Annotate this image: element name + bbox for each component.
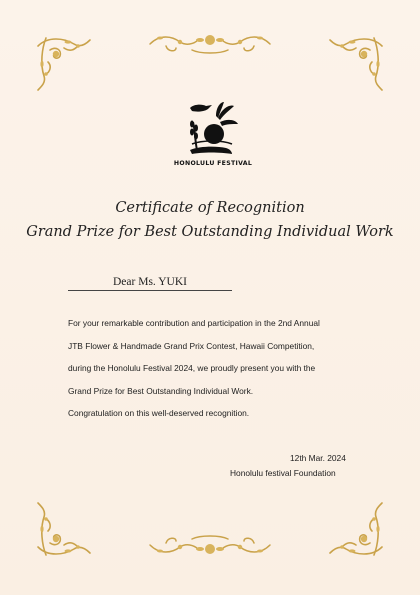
recipient-salutation: Dear Ms. YUKI	[68, 276, 232, 291]
body-line: Grand Prize for Best Outstanding Individual Work.	[68, 385, 254, 396]
gold-floral-corner-icon	[34, 34, 96, 92]
certificate-body	[68, 312, 368, 425]
gold-floral-corner-icon	[324, 34, 386, 92]
issue-date: 12th Mar. 2024	[290, 453, 346, 463]
certificate-subtitle: Grand Prize for Best Outstanding Individual Work	[26, 224, 394, 240]
logo-text: HONOLULU FESTIVAL	[173, 160, 253, 167]
gold-floral-corner-icon	[324, 501, 386, 559]
issuing-organization: Honolulu festival Foundation	[230, 468, 336, 478]
body-line: Congratulation on this well-deserved recognition.	[68, 408, 250, 418]
certificate-title: Certificate of Recognition	[115, 200, 305, 216]
gold-floral-corner-icon	[34, 501, 96, 559]
body-line: JTB Flower & Handmade Grand Prix Contest, Hawaii Competition,	[68, 340, 315, 351]
body-line: during the Honolulu Festival 2024, we proudly present you with the	[68, 363, 316, 373]
gold-floral-flourish-icon	[146, 28, 274, 56]
body-line: For your remarkable contribution and participation in the 2nd Annual	[68, 318, 320, 328]
gold-floral-flourish-icon	[146, 533, 274, 561]
